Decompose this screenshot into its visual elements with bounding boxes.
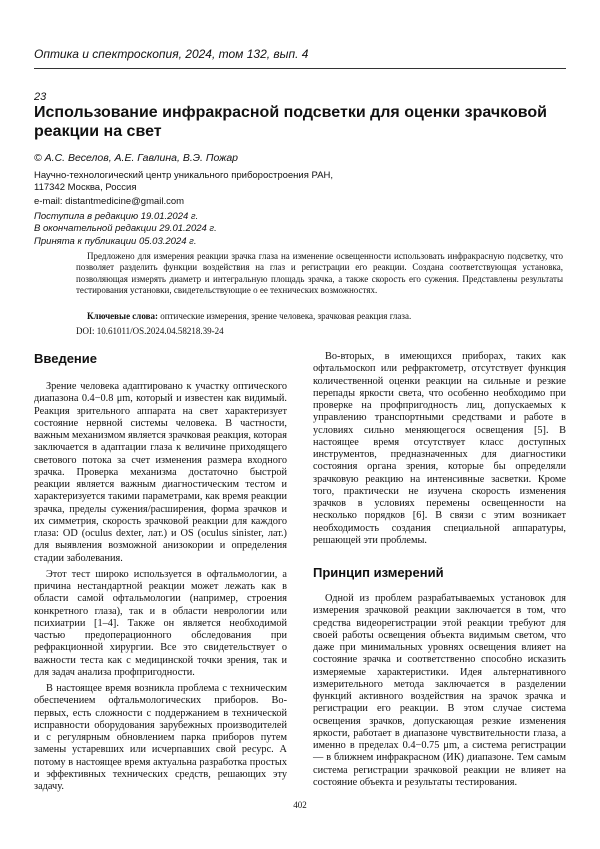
abstract: Предложено для измерения реакции зрачка глаза на изменение освещенности использовать инфракрасную подсветку, что позволяет разделить функции воздействия на глаз и регистрации его реакции. Создана соответствующая установка, позволяющая измерять диаметр и интегральную площадь зрачка, а также скорость его сужения. Представлены результаты тестирования установки, свидетельствующие о ее технических возможностях. (76, 251, 563, 296)
page-number: 402 (293, 800, 307, 810)
body-column-right (313, 351, 566, 793)
affiliation (34, 170, 333, 195)
email: e-mail: distantmedicine@gmail.com (34, 196, 185, 207)
revised-date: В окончательной редакции 29.01.2024 г. (34, 223, 217, 235)
accepted-date: Принята к публикации 05.03.2024 г. (34, 235, 197, 247)
journal-header: Оптика и спектроскопия, 2024, том 132, вып. 4 (34, 47, 309, 61)
paragraph: Зрение человека адаптировано к участку оптического диапазона 0.4−0.8 μm, который и известен как видимый. Реакция зрительного аппарата на свет характеризует состояние нервной системы человека. В частности, важным механизмом является зрачковая реакция, которая заключается в адаптации глаза к величине приходящего светового потока за счет изменения размера входного зрачка. Проверка механизма достаточно быстрой реакции является важным диагностическим тестом и характеризуется такими параметрами, как время реакции зрачка, пределы сужения/расширения, форма зрачков и их симметрия, скорость зрачковой реакции для каждого глаза: OD (oculus dexter, лат.) и OS (oculus sinister, лат.) для выявления возможной анизокории и определения стадии заболевания. (34, 381, 287, 564)
paragraph: Одной из проблем разрабатываемых установок для измерения зрачковой реакции заключается в том, что средства видеорегистрации этой реакции требуют для своей работы освещения объекта видимым светом, что даже при минимальных уровнях освещения влияет на состояние зрачка и соответственно способно исказить измеряемые характеристики. Идея альтернативного измерительного метода заключается в разделении функций активного воздействия на зрачок зрачка и регистрации его реакции. В этом случае система освещения зрачков, допускающая резкие изменения яркости, работает в диапазоне чувствительности глаза, а именно в пределах 0.4−0.75 μm, а система регистрации — в ближнем инфракрасном (ИК) диапазоне. Тем самым система регистрации зрачковой реакции не влияет на состояние объекта и результаты тестирования. (313, 593, 566, 788)
paragraph: Этот тест широко используется в офтальмологии, а причина нестандартной реакции может лежать как в области самой офтальмологии (например, строения конкретного глаза), так и в области неврологии или психиатрии [1–4]. Также он является необходимой частью предоперационного обследования при рефракционной хирургии. Все это свидетельствует о важности теста как с медицинской точки зрения, так и для задач анализа профпригодности. (34, 568, 287, 678)
affiliation-line: Научно-технологический центр уникального приборостроения РАН, (34, 170, 334, 181)
authors: © А.С. Веселов, А.Е. Гавлина, В.Э. Пожар (34, 152, 239, 164)
body-column-left (34, 351, 287, 797)
doi: DOI: 10.61011/OS.2024.04.58218.39-24 (76, 326, 224, 336)
submission-dates (34, 211, 217, 248)
received-date: Поступила в редакцию 19.01.2024 г. (34, 211, 199, 222)
keywords-list: оптические измерения, зрение человека, зрачковая реакция глаза. (158, 311, 412, 321)
keywords-label: Ключевые слова: (87, 311, 158, 321)
keywords (87, 311, 563, 321)
affiliation-line: 117342 Москва, Россия (34, 182, 137, 194)
header-divider (34, 68, 566, 69)
article-number: 23 (34, 91, 47, 103)
paragraph: Во-вторых, в имеющихся приборах, таких как офтальмоскоп или рефрактометр, отсутствует функция количественной оценки реакции на сильные и резкие перепады яркости света, что особенно необходимо при проверке на профпригодность лиц, допускаемых к управлению транспортными средствами и работе в условиях сильно меняющегося освещения [5]. В настоящее время отсутствует класс доступных инструментов, предназначенных для диагностики состояния органа зрения, которые бы определяли зрачковую реакцию на интенсивные засветки. Кроме того, практически не изучена скорость изменения зрачков в условиях перемены освещенности на несколько порядков [6]. В связи с этим возникает необходимость создания специальной аппаратуры, решающей эти проблемы. (313, 351, 566, 546)
section-heading-principle: Принцип измерений (313, 565, 444, 580)
article-title: Использование инфракрасной подсветки для оценки зрачковой реакции на свет (34, 104, 547, 140)
paragraph: В настоящее время возникла проблема с техническим обеспечением офтальмологических приборов. Во-первых, есть сложности с поддержанием в технической исправности оборудования зарубежных производителей и с регулярным обновлением парка приборов путем замены устаревших или исчерпавших свой ресурс. А потому в настоящее время актуальна разработка простых и эффективных технических средств, решающих эту задачу. (34, 683, 287, 792)
section-heading-introduction: Введение (34, 351, 97, 366)
